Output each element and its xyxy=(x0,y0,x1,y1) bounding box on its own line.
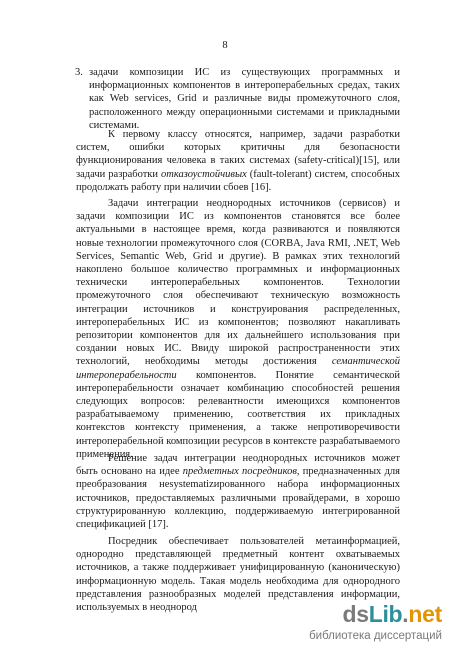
page-number: 8 xyxy=(222,40,228,51)
paragraph-3-after: , предназначенных для преобразования неsystematizированного набора информационных источников, предоставляемых различными провайдерами, в хорошо структурированную коллекцию, поддерживаемую интегрированной спецификацией [17]. xyxy=(76,466,400,531)
paragraph-4: Посредник обеспечивает пользователей метаинформацией, однородно представляющей предметный контент охватываемых источников, а также поддерживает унифицированную (каноническую) информационную модель. Такая модель необходима для однородного представления разнообразных моделей представления информации, используемых в неоднород xyxy=(76,536,400,614)
paragraph-2-before: Задачи интеграции неоднородных источников (сервисов) и задачи композиции ИС из компонентов становятся все более актуальными в настоящее время, когда развиваются и появляются новые технологии промежуточного слоя (CORBA, Java RMI, .NET, Web Services, Semantic Web, Grid и другие). В рамках этих технологий накоплено большое количество программных и информационных технически интероперабельных компонентов. Технологии промежуточного слоя обеспечивают техническую возможность интеграции источников и конструирования распределенных, интероперабельных ИС из компонентов; позволяют накапливать репозитории компонентов для их дальнейшего использования при создании новых ИС. Ввиду широкой распространенности этих технологий, необходимы методы достижения xyxy=(76,198,400,368)
paragraph-2-after: компонентов. Понятие семантической интероперабельности означает комбинацию способностей решения следующих вопросов: релевантности имеющихся компонентов разрабатываемому применению, соответствия их прикладных контекстов контексту применения, а также непротиворечивости интероперабельной композиции ресурсов в контексте разрабатываемого применения. xyxy=(76,369,400,460)
paragraph-1-before: К первому классу относятся, например, задачи разработки систем, ошибки которых критичны для безопасности функционирования человека в таких системах (safety-critical)[15], или задачи разработки xyxy=(76,129,400,180)
paragraph-1-emphasis: отказоустойчивых xyxy=(161,168,247,180)
paragraph-3 xyxy=(76,452,400,531)
paragraph-2-emphasis: семантической интероперабельности xyxy=(76,356,400,381)
paragraph-1 xyxy=(76,128,400,194)
list-item-3 xyxy=(76,66,400,132)
paragraph-2 xyxy=(76,197,400,461)
dslib-logo: dsLib.net xyxy=(342,601,442,627)
paragraph-3-emphasis: предметных посредников xyxy=(182,466,297,478)
list-marker: 3. xyxy=(75,67,83,78)
paragraph-3-before: Решение задач интеграции неоднородных источников может быть основано на идее xyxy=(76,453,400,478)
dslib-watermark[interactable] xyxy=(309,601,442,647)
paragraph-1-after: (fault-tolerant) систем, способных продолжать работу при наличии сбоев [16]. xyxy=(76,168,400,193)
list-item-text: задачи композиции ИС из существующих программных и информационных компонентов в интероперабельных средах, таких как Web services, Grid и различные виды промежуточного слоя, расположенного между операционными системами и прикладными системами. xyxy=(89,67,400,131)
dslib-subtitle: библиотека диссертаций xyxy=(309,630,442,642)
